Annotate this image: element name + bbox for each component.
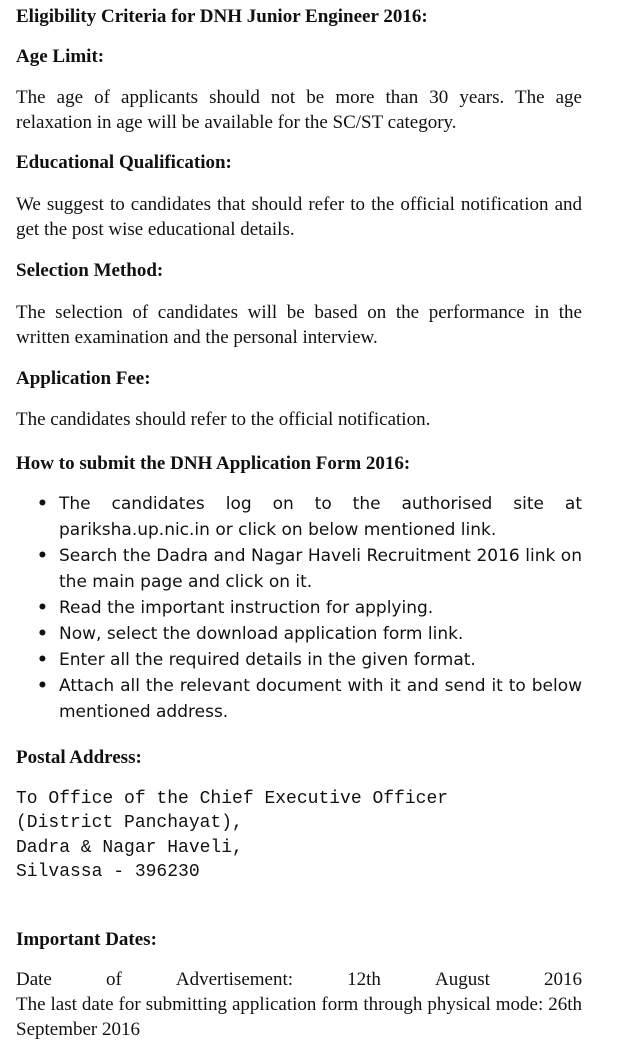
date-word: of (105, 969, 122, 990)
postal-line: Silvassa - 396230 (16, 862, 200, 882)
list-item (16, 647, 582, 673)
date-word: Advertisement: (175, 969, 294, 990)
bullet-icon: • (37, 624, 48, 644)
last-date-text: The last date for submitting application form through physical mode: 26th September 2016 (16, 994, 582, 1040)
step-text: The candidates log on to the authorised site at pariksha.up.nic.in or click on below mentioned link. (59, 494, 582, 540)
postal-line: Dadra & Nagar Haveli, (16, 838, 243, 858)
postal-line: To Office of the Chief Executive Officer (16, 789, 449, 809)
date-word: 2016 (544, 969, 582, 990)
education-heading: Educational Qualification: (16, 152, 232, 173)
date-word: August (435, 969, 490, 990)
bullet-icon: • (37, 494, 48, 514)
list-item (16, 543, 582, 595)
date-word: 12th (347, 969, 381, 990)
selection-text: The selection of candidates will be based on the performance in the written examination and the personal interview. (16, 302, 582, 348)
bullet-icon: • (37, 676, 48, 696)
postal-heading: Postal Address: (16, 747, 142, 768)
list-item (16, 673, 582, 725)
advertisement-date-line (16, 967, 582, 992)
selection-heading: Selection Method: (16, 260, 164, 281)
how-to-heading: How to submit the DNH Application Form 2016: (16, 453, 411, 474)
step-text: Enter all the required details in the given format. (59, 650, 476, 670)
step-text: Attach all the relevant document with it and send it to below mentioned address. (59, 676, 582, 722)
education-text: We suggest to candidates that should refer to the official notification and get the post wise educational details. (16, 194, 582, 240)
dates-heading: Important Dates: (16, 929, 157, 950)
bullet-icon: • (37, 598, 48, 618)
fee-text: The candidates should refer to the official notification. (16, 409, 431, 430)
list-item (16, 595, 582, 621)
list-item (16, 621, 582, 647)
step-text: Search the Dadra and Nagar Haveli Recruitment 2016 link on the main page and click on it. (59, 546, 582, 592)
fee-heading: Application Fee: (16, 368, 151, 389)
date-word: Date (16, 969, 52, 990)
age-limit-text: The age of applicants should not be more than 30 years. The age relaxation in age will be available for the SC/ST category. (16, 87, 582, 133)
step-text: Now, select the download application form link. (59, 624, 464, 644)
postal-line: (District Panchayat), (16, 813, 243, 833)
list-item (16, 491, 582, 543)
step-text: Read the important instruction for applying. (59, 598, 434, 618)
bullet-icon: • (37, 650, 48, 670)
bullet-icon: • (37, 546, 48, 566)
page-title: Eligibility Criteria for DNH Junior Engineer 2016: (16, 6, 428, 27)
age-limit-heading: Age Limit: (16, 46, 105, 67)
how-to-steps-list (16, 491, 582, 725)
